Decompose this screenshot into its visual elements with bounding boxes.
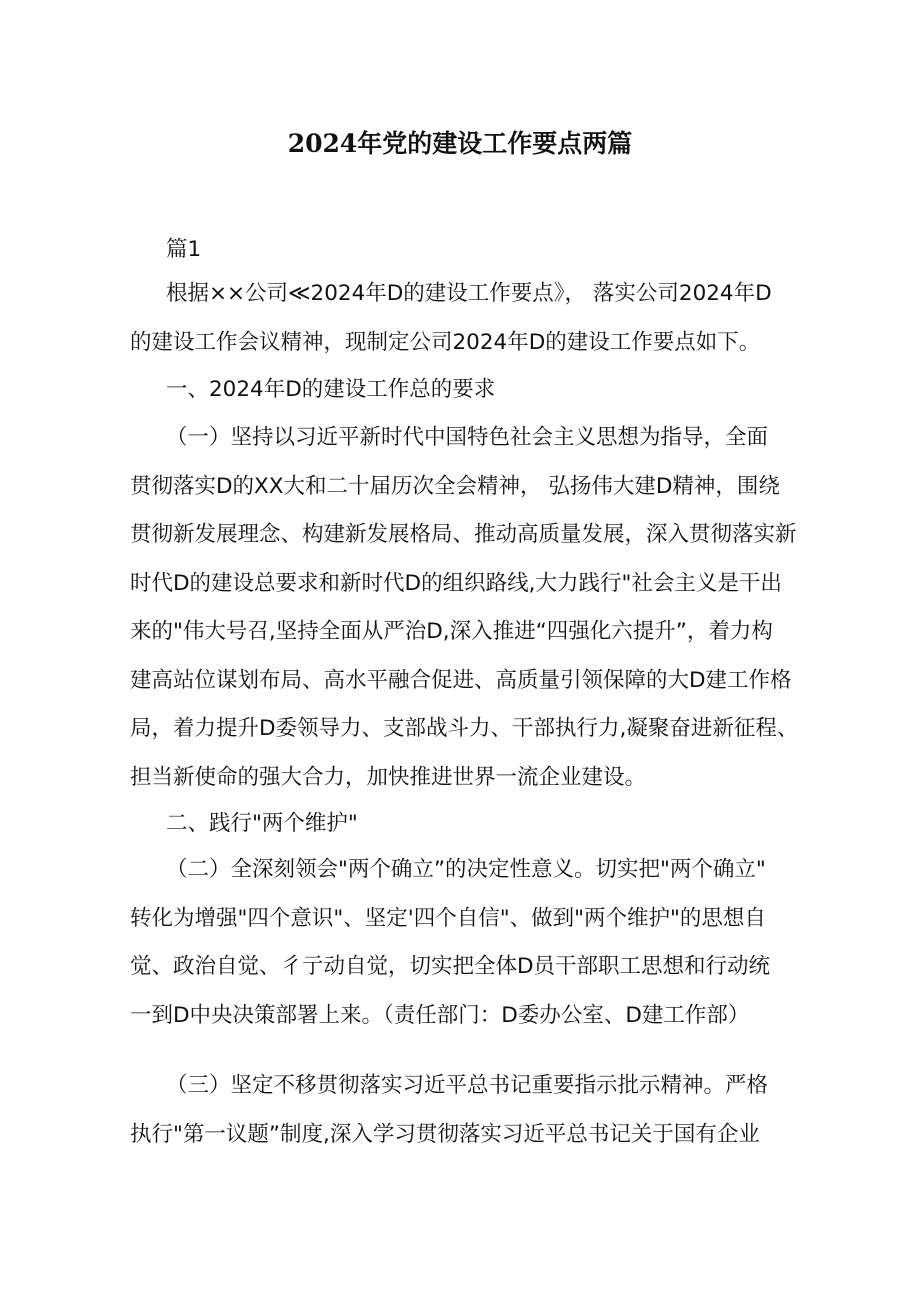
- chapter-label-block: [130, 226, 798, 275]
- document-title: 2024年党的建设工作要点两篇: [287, 129, 633, 158]
- paragraph-line: 局，着力提升D委领导力、支部战斗力、干部执行力,凝聚奋进新征程、: [130, 716, 799, 741]
- intro-line: 的建设工作会议精神，现制定公司2024年D的建设工作要点如下。: [130, 329, 761, 355]
- paragraph-line: 贯彻落实D的XX大和二十届历次全会精神， 弘扬伟大建D精神，围绕: [130, 473, 780, 499]
- paragraph-line: 觉、政治自觉、彳亍动自觉，切实把全体D员干部职工思想和行动统: [130, 954, 771, 979]
- intro-paragraph: [130, 270, 798, 367]
- section1-heading-block: [130, 366, 798, 415]
- paragraph-line: 转化为增强"四个意识"、坚定'四个自信"、做到"两个维护"的思想自: [130, 905, 766, 931]
- chapter-label: 篇1: [166, 237, 202, 262]
- paragraph-line: 一到D中央决策部署上来。（责任部门：D委办公室、D建工作部）: [130, 1002, 750, 1028]
- paragraph-line: （一）坚持以习近平新时代中国特色社会主义思想为指导，全面: [166, 425, 769, 450]
- paragraph-line: （三）坚定不移贯彻落实习近平总书记重要指示批示精神。严格: [166, 1073, 769, 1098]
- paragraph-line: 建高站位谋划布局、高水平融合促进、高质量引领保障的大D建工作格: [130, 667, 792, 693]
- section1-heading: 一、2024年D的建设工作总的要求: [166, 377, 496, 402]
- section2-heading: 二、践行"两个维护": [166, 811, 358, 836]
- paragraph-3: [130, 1062, 798, 1159]
- paragraph-line: （二）全深刻领会"两个确立”的决定性意义。切实把"两个确立": [166, 857, 766, 882]
- intro-line: 根据××公司≪2024年D的建设工作要点》， 落实公司2024年D: [166, 281, 772, 306]
- paragraph-1: [130, 414, 798, 802]
- paragraph-line: 贯彻新发展理念、构建新发展格局、推动高质量发展，深入贯彻落实新: [130, 522, 797, 547]
- paragraph-line: 时代D的建设总要求和新时代D的组织路线,大力践行"社会主义是干出: [130, 570, 782, 596]
- paragraph-2: [130, 846, 798, 1040]
- paragraph-line: 执行"第一议题”制度,深入学习贯彻落实习近平总书记关于国有企业: [130, 1121, 760, 1147]
- section2-heading-block: [130, 800, 798, 849]
- paragraph-line: 来的"伟大号召,坚持全面从严治D,深入推进“四强化六提升”，着力构: [130, 619, 773, 644]
- paragraph-line: 担当新使命的强大合力，加快推进世界一流企业建设。: [130, 764, 647, 790]
